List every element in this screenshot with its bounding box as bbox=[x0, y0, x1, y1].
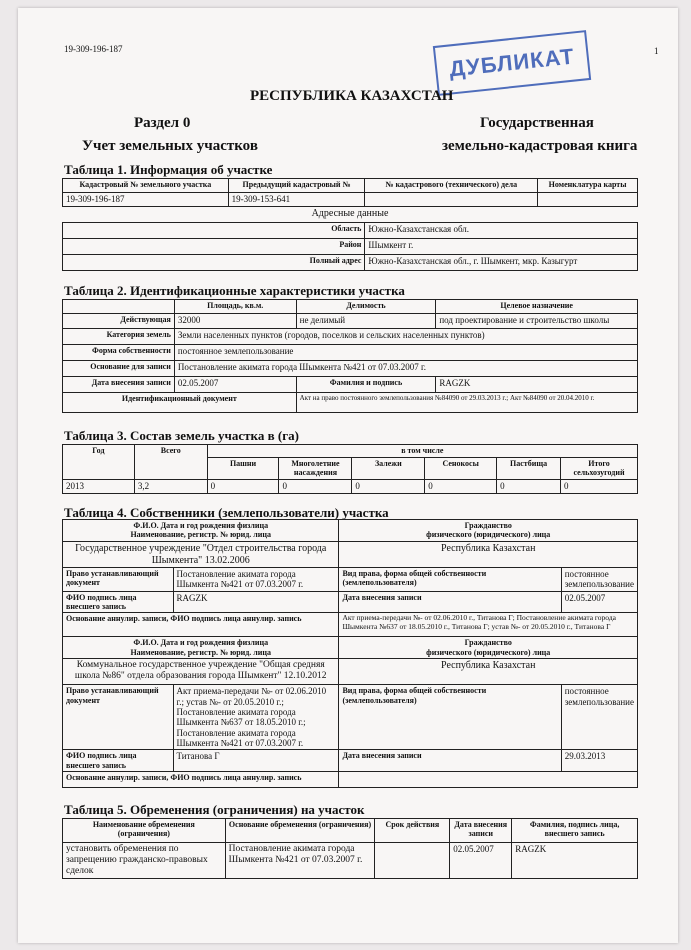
header-purpose: Целевое назначение bbox=[436, 300, 638, 314]
owner2-kind-value: постоянное землепользование bbox=[561, 685, 637, 750]
header-agri-total: Итого сельхозугодий bbox=[561, 458, 638, 480]
header-entry-date: Дата внесения записи bbox=[450, 819, 512, 843]
owner2-name: Коммунальное государственное учреждение "Общая средняя школа №86" отдела образования города Шымкент" 12.10.2012 bbox=[63, 659, 339, 685]
header-area: Площадь, кв.м. bbox=[174, 300, 296, 314]
total-value: 3,2 bbox=[134, 480, 207, 494]
label-owner1-right: Право устанавливающий документ bbox=[63, 568, 174, 592]
region-value: Южно-Казахстанская обл. bbox=[365, 223, 638, 239]
header-entry-signature: Фамилия, подпись лица, внесшего запись bbox=[512, 819, 638, 843]
owner1-kind-value: постоянное землепользование bbox=[561, 568, 637, 592]
signature-value: RAGZK bbox=[436, 377, 638, 393]
label-category: Категория земель bbox=[63, 329, 175, 345]
table2-identification bbox=[62, 299, 638, 413]
label-owner1-annul: Основание аннулир. записи, ФИО подпись лица аннулир. запись bbox=[63, 613, 339, 637]
cadastral-number: 19-309-196-187 bbox=[63, 193, 229, 207]
label-ownership: Форма собственности bbox=[63, 345, 175, 361]
label-owner1-sign: ФИО подпись лица внесшего запись bbox=[63, 592, 174, 613]
header-owner-fio: Ф.И.О. Дата и год рождения физлица Наименование, регистр. № юрид. лица bbox=[63, 520, 339, 542]
area-value: 32000 bbox=[174, 314, 296, 329]
table1-title: Таблица 1. Информация об участке bbox=[64, 162, 273, 177]
table4-owners bbox=[62, 519, 638, 788]
label-owner2-date: Дата внесения записи bbox=[339, 750, 561, 771]
purpose-value: под проектирование и строительство школы bbox=[436, 314, 638, 329]
label-owner1-kind: Вид права, форма общей собственности (землепользователя) bbox=[339, 568, 561, 592]
year-value: 2013 bbox=[63, 480, 135, 494]
header-arable: Пашни bbox=[207, 458, 279, 480]
perennial-value: 0 bbox=[279, 480, 352, 494]
owner1-date-value: 02.05.2007 bbox=[561, 592, 637, 613]
header-pastures: Пастбища bbox=[497, 458, 561, 480]
section-subtitle: Учет земельных участков bbox=[82, 138, 258, 154]
label-owner2-kind: Вид права, форма общей собственности (землепользователя) bbox=[339, 685, 561, 750]
owner1-name: Государственное учреждение "Отдел строительства города Шымкента" 13.02.2006 bbox=[63, 542, 339, 568]
hayfields-value: 0 bbox=[425, 480, 497, 494]
table4-title: Таблица 4. Собственники (землепользователи) участка bbox=[64, 505, 389, 520]
label-signature: Фамилия и подпись bbox=[296, 377, 436, 393]
district-value: Шымкент г. bbox=[365, 239, 638, 255]
owner1-citizenship: Республика Казахстан bbox=[339, 542, 638, 568]
duplicate-stamp: ДУБЛИКАТ bbox=[433, 30, 591, 96]
label-entry-date: Дата внесения записи bbox=[63, 377, 175, 393]
book-title: Государственная bbox=[480, 115, 594, 131]
header-including: в том числе bbox=[207, 445, 637, 458]
label-full-address: Полный адрес bbox=[63, 255, 365, 271]
label-ident-document: Идентификационный документ bbox=[63, 393, 297, 413]
owner2-date-value: 29.03.2013 bbox=[561, 750, 637, 771]
owner2-sign-value: Титанова Г bbox=[173, 750, 339, 771]
map-nomenclature bbox=[538, 193, 638, 207]
agri-total-value: 0 bbox=[561, 480, 638, 494]
divisibility-value: не делимый bbox=[296, 314, 436, 329]
case-number bbox=[365, 193, 538, 207]
table1-info bbox=[62, 178, 638, 271]
fallow-value: 0 bbox=[352, 480, 425, 494]
term-value bbox=[375, 843, 450, 879]
label-active: Действующая bbox=[63, 314, 175, 329]
encumbrance-sign-value: RAGZK bbox=[512, 843, 638, 879]
owner1-sign-value: RAGZK bbox=[173, 592, 339, 613]
owner2-citizenship: Республика Казахстан bbox=[339, 659, 638, 685]
category-value: Земли населенных пунктов (городов, поселков и сельских населенных пунктов) bbox=[174, 329, 637, 345]
header-cadastral: Кадастровый № земельного участка bbox=[63, 179, 229, 193]
header-case: № кадастрового (технического) дела bbox=[365, 179, 538, 193]
header-year: Год bbox=[63, 445, 135, 480]
document-title: РЕСПУБЛИКА КАЗАХСТАН bbox=[250, 88, 454, 104]
header-total: Всего bbox=[134, 445, 207, 480]
ident-document-value: Акт на право постоянного землепользования №84090 от 29.03.2013 г.; Акт №84090 от 20.04.2010 г. bbox=[296, 393, 637, 413]
header-previous: Предыдущий кадастровый № bbox=[228, 179, 365, 193]
label-owner2-annul: Основание аннулир. записи, ФИО подпись лица аннулир. запись bbox=[63, 771, 339, 787]
book-subtitle: земельно-кадастровая книга bbox=[442, 138, 638, 154]
table3-title: Таблица 3. Состав земель участка в (га) bbox=[64, 428, 299, 443]
label-owner2-right: Право устанавливающий документ bbox=[63, 685, 174, 750]
label-basis: Основание для записи bbox=[63, 361, 175, 377]
full-address-value: Южно-Казахстанская обл., г. Шымкент, мкр. Казыгурт bbox=[365, 255, 638, 271]
owner1-annul-value: Акт приема-передачи №- от 02.06.2010 г., Титанова Г; Постановление акимата города Шымкента №637 от 18.05.2010 г., Титанова Г; устав №- от 20.05.2010 г., Титанова Г bbox=[339, 613, 638, 637]
label-owner2-sign: ФИО подпись лица внесшего запись bbox=[63, 750, 174, 771]
address-heading: Адресные данные bbox=[63, 207, 638, 223]
label-region: Область bbox=[63, 223, 365, 239]
header-citizenship: Гражданство физического (юридического) лица bbox=[339, 520, 638, 542]
table3-land-composition bbox=[62, 444, 638, 494]
owner1-right-value: Постановление акимата города Шымкента №421 от 07.03.2007 г. bbox=[173, 568, 339, 592]
basis-value: Постановление акимата города Шымкента №421 от 07.03.2007 г. bbox=[174, 361, 637, 377]
table2-title: Таблица 2. Идентификационные характеристики участка bbox=[64, 283, 405, 298]
owner2-annul-value bbox=[339, 771, 638, 787]
document-page bbox=[18, 8, 678, 943]
previous-number: 19-309-153-641 bbox=[228, 193, 365, 207]
encumbrance-date-value: 02.05.2007 bbox=[450, 843, 512, 879]
header-map: Номенклатура карты bbox=[538, 179, 638, 193]
label-district: Район bbox=[63, 239, 365, 255]
arable-value: 0 bbox=[207, 480, 279, 494]
section-title: Раздел 0 bbox=[134, 115, 191, 131]
header-term: Срок действия bbox=[375, 819, 450, 843]
header-encumbrance-basis: Основание обременения (ограничения) bbox=[225, 819, 375, 843]
ownership-value: постоянное землепользование bbox=[174, 345, 637, 361]
label-owner1-date: Дата внесения записи bbox=[339, 592, 561, 613]
header-fallow: Залежи bbox=[352, 458, 425, 480]
pastures-value: 0 bbox=[497, 480, 561, 494]
encumbrance-name-value: установить обременения по запрещению гражданско-правовых сделок bbox=[63, 843, 226, 879]
header-hayfields: Сенокосы bbox=[425, 458, 497, 480]
header-citizenship: Гражданство физического (юридического) лица bbox=[339, 637, 638, 659]
owner2-right-value: Акт приема-передачи №- от 02.06.2010 г.; устав №- от 20.05.2010 г.; Постановление акимата города Шымкента №637 от 18.05.2010 г.; Постановление акимата города Шымкента №421 от 07.03.2007 г. bbox=[173, 685, 339, 750]
page-number: 1 bbox=[654, 46, 659, 56]
document-code: 19-309-196-187 bbox=[64, 44, 123, 54]
header-perennial: Многолетние насаждения bbox=[279, 458, 352, 480]
table5-title: Таблица 5. Обременения (ограничения) на участок bbox=[64, 802, 365, 817]
header-owner-fio: Ф.И.О. Дата и год рождения физлица Наименование, регистр. № юрид. лица bbox=[63, 637, 339, 659]
header-divisibility: Делимость bbox=[296, 300, 436, 314]
table5-encumbrances bbox=[62, 818, 638, 879]
encumbrance-basis-value: Постановление акимата города Шымкента №421 от 07.03.2007 г. bbox=[225, 843, 375, 879]
header-encumbrance-name: Наименование обременения (ограничения) bbox=[63, 819, 226, 843]
entry-date-value: 02.05.2007 bbox=[174, 377, 296, 393]
